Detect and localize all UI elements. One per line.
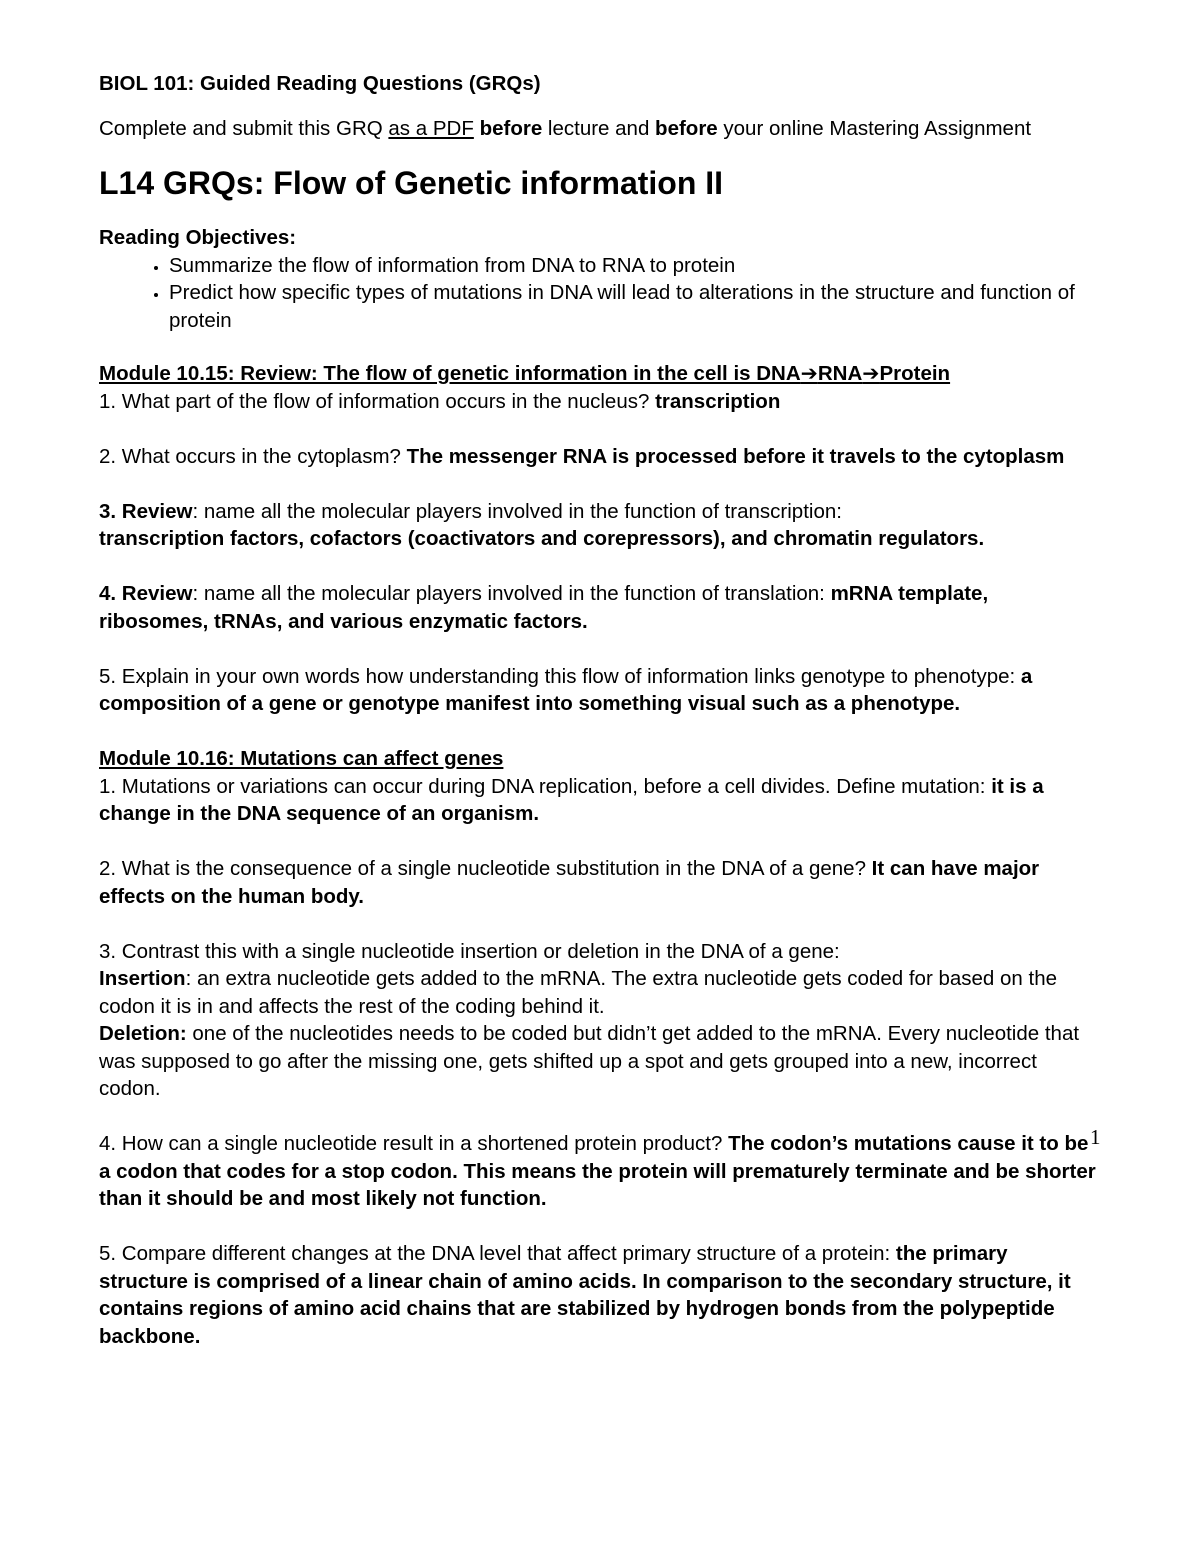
deletion-label: Deletion: (99, 1022, 187, 1045)
answer-3: transcription factors, cofactors (coactivators and corepressors), and chromatin regulators. (99, 527, 985, 550)
insertion-label: Insertion (99, 967, 186, 990)
objective-item: • Summarize the flow of information from DNA to RNA to protein (169, 252, 1099, 280)
question-text: 1. Mutations or variations can occur during DNA replication, before a cell divides. Define mutation: (99, 774, 992, 798)
objective-item: • Predict how specific types of mutations in DNA will lead to alterations in the structure and function of protein (169, 279, 1099, 334)
question-number: 4. Review (99, 582, 193, 605)
question-5 (99, 663, 1099, 718)
question-1 (99, 773, 1099, 828)
page-title: L14 GRQs: Flow of Genetic information II (99, 165, 724, 201)
question-5 (99, 1240, 1099, 1350)
question-text: 1. What part of the flow of information occurs in the nucleus? (99, 389, 656, 413)
question-number: 3. Review (99, 499, 193, 523)
module-heading-10-16: Module 10.16: Mutations can affect genes (99, 747, 504, 770)
question-text: 2. What occurs in the cytoplasm? (99, 444, 407, 468)
question-2 (99, 855, 1099, 910)
question-text: 2. What is the consequence of a single nucleotide substitution in the DNA of a gene? (99, 857, 872, 880)
question-3 (99, 498, 1099, 526)
question-2 (99, 443, 1099, 471)
deletion-answer (99, 1020, 1099, 1103)
instructions-emphasis: before (655, 116, 718, 140)
instructions-text: your online Mastering Assignment (717, 116, 1032, 140)
module-heading-text: Module 10.15: Review: The flow of genetic information in the cell is DNA (99, 362, 801, 385)
instructions-pdf-text: as a PDF (388, 116, 474, 140)
answer-text: mRNA template, ribosomes, tRNAs, and various enzymatic factors. (99, 582, 989, 633)
answer-text: It can have major effects on the human body. (99, 857, 1040, 908)
objectives-heading: Reading Objectives: (99, 226, 297, 249)
answer-text: a composition of a gene or genotype manifest into something visual such as a phenotype. (99, 664, 1033, 715)
module-heading-text: Protein (879, 362, 951, 385)
instructions-text: Complete and submit this GRQ (99, 116, 389, 140)
answer-text: the primary structure is comprised of a linear chain of amino acids. In comparison to the secondary structure, it contains regions of amino acid chains that are stabilized by hydrogen bonds from the polypeptide backbone. (99, 1242, 1071, 1348)
module-heading-text: RNA (817, 362, 863, 385)
question-text: 5. Compare different changes at the DNA level that affect primary structure of a protein: (99, 1242, 896, 1265)
instructions (99, 115, 1099, 143)
module-heading-10-15 (99, 360, 1099, 388)
answer-text: transcription (655, 389, 781, 413)
question-4 (99, 580, 1099, 635)
arrow-right-icon: ➔ (862, 362, 880, 385)
question-text: 5. Explain in your own words how understanding this flow of information links genotype to phenotype: (99, 664, 1021, 688)
question-text: 4. How can a single nucleotide result in a shortened protein product? (99, 1132, 729, 1155)
question-3: 3. Contrast this with a single nucleotide insertion or deletion in the DNA of a gene: (99, 939, 840, 963)
insertion-answer (99, 965, 1099, 1020)
answer-text: it is a change in the DNA sequence of an organism. (99, 774, 1044, 825)
page-number: 1 (1090, 1125, 1101, 1149)
answer-text: one of the nucleotides needs to be coded but didn’t get added to the mRNA. Every nucleotide that was supposed to go after the missing one, gets shifted up a spot and gets grouped into a new, incorrect codon. (99, 1022, 1080, 1100)
answer-text: The codon’s mutations cause it to be a codon that codes for a stop codon. This means the protein will prematurely terminate and be shorter than it should be and most likely not function. (99, 1132, 1096, 1210)
answer-text: The messenger RNA is processed before it travels to the cytoplasm (406, 444, 1065, 468)
question-4 (99, 1130, 1099, 1213)
document-page (99, 70, 1099, 1350)
objectives-list (99, 252, 1099, 335)
question-1 (99, 388, 1099, 416)
answer-text: : an extra nucleotide gets added to the mRNA. The extra nucleotide gets coded for based on the codon it is in and affects the rest of the coding behind it. (99, 967, 1058, 1018)
question-text: : name all the molecular players involved in the function of transcription: (192, 499, 842, 523)
instructions-emphasis: before (479, 116, 543, 140)
course-title: BIOL 101: Guided Reading Questions (GRQs) (99, 72, 541, 95)
instructions-text: lecture and (542, 116, 656, 140)
arrow-right-icon: ➔ (800, 362, 818, 385)
question-text: : name all the molecular players involved in the function of translation: (192, 582, 831, 605)
